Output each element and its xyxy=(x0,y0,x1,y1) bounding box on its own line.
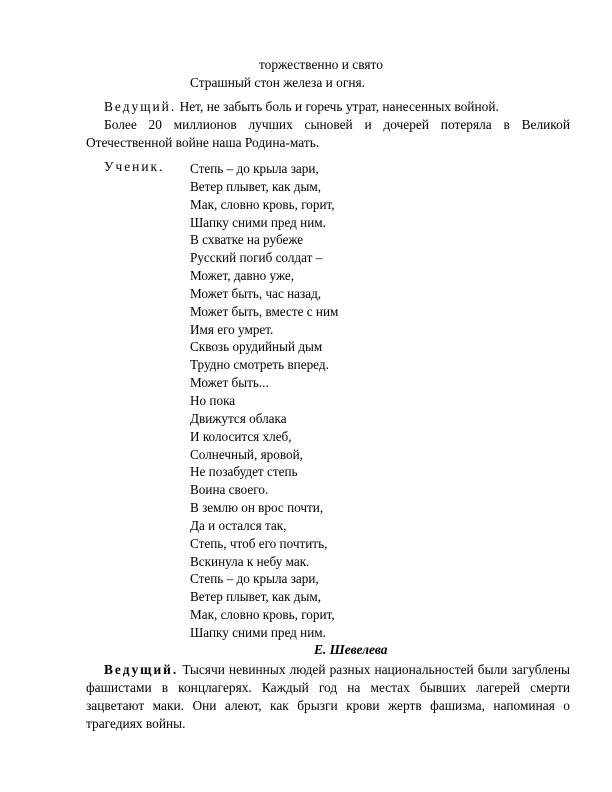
paragraph-presenter-1 xyxy=(104,99,499,115)
poem-line: Шапку сними пред ним. xyxy=(190,214,326,230)
poem-line: Движутся облака xyxy=(190,410,287,426)
poem xyxy=(190,160,338,642)
poem-line: Но пока xyxy=(190,392,236,408)
intro-line-2: Страшный стон железа и огня. xyxy=(190,75,365,90)
poem-line: Может, давно уже, xyxy=(190,268,295,284)
poem-line: И колосится хлеб, xyxy=(190,428,292,444)
poem-line: Может быть, час назад, xyxy=(190,285,322,301)
poem-line: Сквозь орудийный дым xyxy=(190,339,323,355)
poem-line: Трудно смотреть вперед. xyxy=(190,357,329,373)
poem-line: Мак, словно кровь, горит, xyxy=(190,196,335,212)
student-label: Ученик. xyxy=(104,159,165,174)
poem-line: Ветер плывет, как дым, xyxy=(190,178,321,194)
presenter-label-2: Ведущий. xyxy=(104,662,179,677)
presenter-label: Ведущий. xyxy=(104,99,177,114)
poem-line: Степь, чтоб его почтить, xyxy=(190,535,328,551)
presenter-text: Нет, не забыть боль и горечь утрат, нанесенных войной. xyxy=(179,99,499,114)
poem-line: Не позабудет степь xyxy=(190,464,298,480)
poem-line: Шапку сними пред ним. xyxy=(190,624,326,640)
presenter-text-2: Тысячи невинных людей разных национальностей были загублены фашистами в концлагерях. Каждый год на местах бывших лагерей смерти зацветают маки. Они алеют, как брызги крови жертв фашизма, напоминая о трагедиях войны. xyxy=(86,662,571,731)
poem-line: Да и остался так, xyxy=(190,517,287,533)
paragraph-presenter-2 xyxy=(86,661,570,733)
poem-line: Степь – до крыла зари, xyxy=(190,161,319,176)
poem-line: Солнечный, яровой, xyxy=(190,446,303,462)
paragraph-losses: Более 20 миллионов лучших сыновей и дочерей потеряла в Великой Отечественной войне наша Родина-мать. xyxy=(86,117,570,150)
poem-line: Может быть, вместе с ним xyxy=(190,303,339,319)
poem-line: Вскинула к небу мак. xyxy=(190,553,310,569)
poem-line: Может быть... xyxy=(190,375,269,391)
poem-line: Воина своего. xyxy=(190,482,269,498)
poem-line: В схватке на рубеже xyxy=(190,232,304,248)
poem-line: Степь – до крыла зари, xyxy=(190,571,319,587)
intro-line-1: торжественно и свято xyxy=(259,57,383,72)
poem-line: Мак, словно кровь, горит, xyxy=(190,607,335,623)
poem-line: Имя его умрет. xyxy=(190,321,274,337)
poem-author: Е. Шевелева xyxy=(314,642,388,657)
poem-line: Ветер плывет, как дым, xyxy=(190,589,321,605)
poem-line: В землю он врос почти, xyxy=(190,500,324,516)
poem-line: Русский погиб солдат – xyxy=(190,250,323,266)
